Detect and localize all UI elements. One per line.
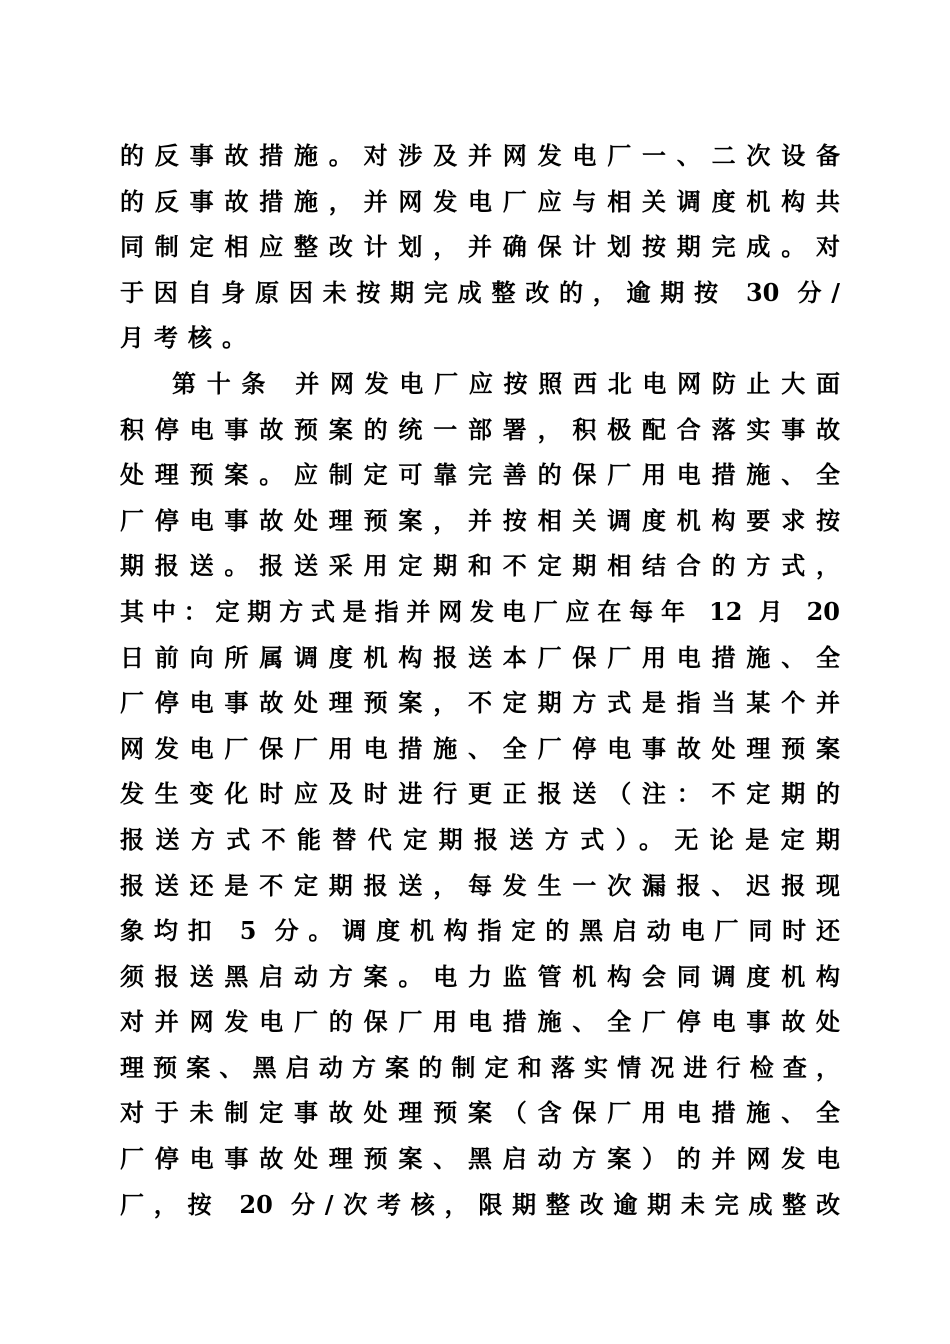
text-line: 其中：定期方式是指并网发电厂应在每年 12 月 20 <box>120 596 840 626</box>
text-line: 的反事故措施，并网发电厂应与相关调度机构共 <box>120 186 840 216</box>
document-body <box>120 133 840 1227</box>
text-line: 须报送黑启动方案。电力监管机构会同调度机构 <box>120 961 840 991</box>
text-line: 报送还是不定期报送，每发生一次漏报、迟报现 <box>120 870 840 900</box>
text-line: 报送方式不能替代定期报送方式）。无论是定期 <box>120 824 840 854</box>
article-heading-line: 第十条 并网发电厂应按照西北电网防止大面 <box>172 368 840 398</box>
text-line: 月考核。 <box>120 323 256 353</box>
text-line: 的反事故措施。对涉及并网发电厂一、二次设备 <box>120 141 840 170</box>
text-line: 对并网发电厂的保厂用电措施、全厂停电事故处 <box>120 1007 840 1037</box>
text-line: 期报送。报送采用定期和不定期相结合的方式， <box>120 551 840 581</box>
text-line: 对于未制定事故处理预案（含保厂用电措施、全 <box>120 1098 840 1128</box>
text-line: 处理预案。应制定可靠完善的保厂用电措施、全 <box>120 460 840 490</box>
text-line: 理预案、黑启动方案的制定和落实情况进行检查， <box>120 1052 840 1082</box>
text-line: 日前向所属调度机构报送本厂保厂用电措施、全 <box>120 642 840 672</box>
text-line: 网发电厂保厂用电措施、全厂停电事故处理预案 <box>120 733 840 763</box>
text-line: 于因自身原因未按期完成整改的，逾期按 30 分/ <box>120 277 840 307</box>
text-line: 厂停电事故处理预案、黑启动方案）的并网发电 <box>120 1144 840 1174</box>
text-line: 同制定相应整改计划，并确保计划按期完成。对 <box>120 232 840 262</box>
text-line: 积停电事故预案的统一部署，积极配合落实事故 <box>120 414 840 444</box>
text-line: 发生变化时应及时进行更正报送（注：不定期的 <box>120 779 840 809</box>
text-line: 厂停电事故处理预案，不定期方式是指当某个并 <box>120 688 840 718</box>
text-line: 象均扣 5 分。调度机构指定的黑启动电厂同时还 <box>120 916 840 946</box>
text-line: 厂，按 20 分/次考核，限期整改逾期未完成整改 <box>120 1189 840 1219</box>
text-line: 厂停电事故处理预案，并按相关调度机构要求按 <box>120 505 840 535</box>
